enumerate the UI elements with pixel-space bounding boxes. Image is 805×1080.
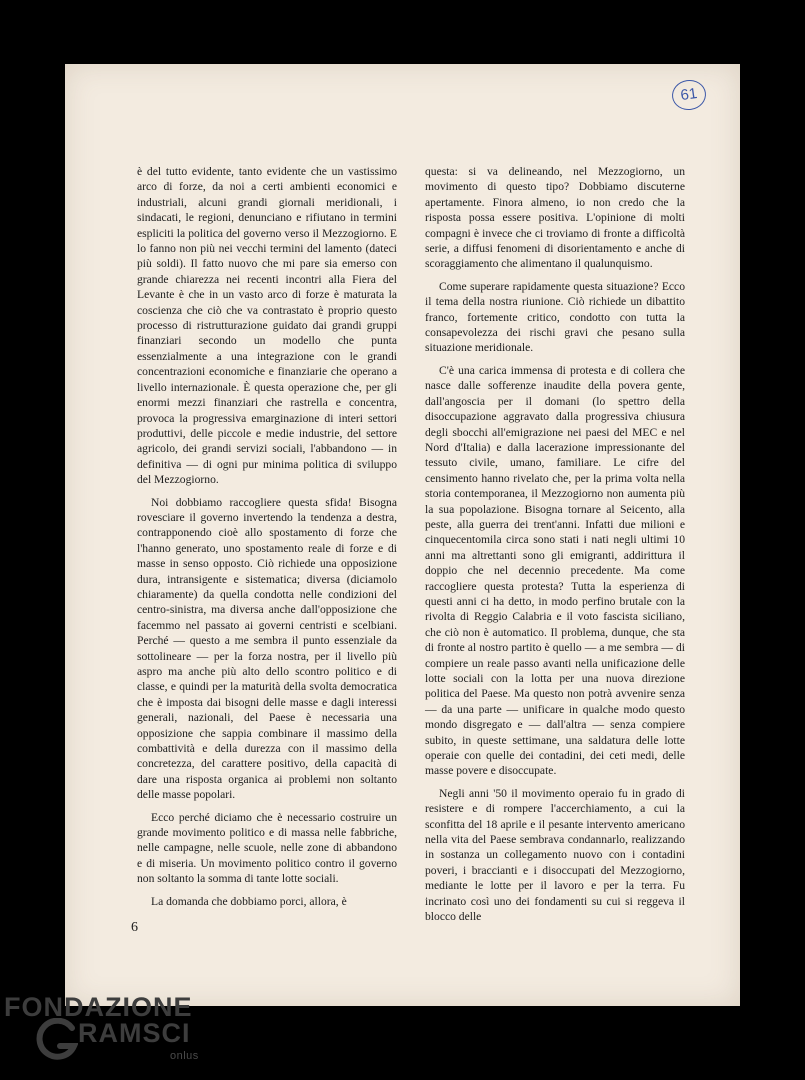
- paragraph: Ecco perché diciamo che è necessario costruire un grande movimento politico e di massa nelle fabbriche, nelle campagne, nelle scuole, nelle zone di abbandono e di miseria. Un movimento politico contro il governo non soltanto la somma di tante lotte sociali.: [137, 810, 397, 886]
- paragraph: La domanda che dobbiamo porci, allora, è: [151, 894, 347, 908]
- fondazione-gramsci-logo: [4, 992, 204, 1072]
- paragraph: questa: si va delineando, nel Mezzogiorno, un movimento di questo tipo? Dobbiamo discuterne apertamente. Finora almeno, io non credo che la risposta possa essere positiva. L'opinione di molti compagni è invece che ci troviamo di fronte a difficoltà serie, a diffusi fenomeni di disorientamento e anche di scoraggiamento che alimentano il qualunquismo.: [425, 165, 685, 271]
- paragraph: Come superare rapidamente questa situazione? Ecco il tema della nostra riunione. Ciò richiede un dibattito franco, fortemente critico, condotto con tutta la consapevolezza dei rischi gravi che pesano sulla situazione meridionale.: [425, 279, 685, 355]
- logo-line-1: FONDAZIONE: [4, 992, 193, 1022]
- paragraph: Negli anni '50 il movimento operaio fu in grado di resistere e di rompere l'accerchiamento, a cui la sconfitta del 18 aprile e il pesante intervento americano nella vita del Paese sembrava condannarlo, realizzando in sostanza un collegamento nuovo con i contadini poveri, i braccianti e i disoccupati del Mezzogiorno, mediante le lotte per il lavoro e per la terra. Fu incrinato così uno dei fondamenti su cui si reggeva il blocco delle: [425, 786, 685, 924]
- right-text-column: [425, 164, 685, 932]
- paragraph: è del tutto evidente, tanto evidente che un vastissimo arco di forze, da noi a certi ambienti economici e industriali, alcuni grandi giornali meridionali, i sindacati, le regioni, denunciano e rifiutano in termini espliciti la politica del governo verso il Mezzogiorno. E lo fanno non più nei vecchi termini del lamento (dateci più soldi). Il fatto nuovo che mi pare sia emerso con grande chiarezza nei recenti incontri alla Fiera del Levante è che in un vasto arco di forze è maturata la coscienza che ciò che va contrastato è proprio questo processo di ristrutturazione guidato dai grandi gruppi finanziari secondo un modello che punta essenzialmente a una integrazione con le grandi concentrazioni economiche e finanziarie che operano a livello internazionale. È questa operazione che, per gli enormi mezzi finanziari che rastrella e concentra, provoca la progressiva emarginazione di interi settori produttivi, delle piccole e medie industrie, del settore agricolo, dei grandi servizi sociali, l'abbandono — in definitiva — di ogni pur minima politica di sviluppo del Mezzogiorno.: [137, 165, 397, 487]
- left-text-column: [137, 164, 397, 916]
- archive-stamp: 61: [670, 78, 708, 112]
- page-number: 6: [131, 920, 138, 935]
- g-swirl-icon: [34, 1018, 78, 1062]
- logo-line-3: onlus: [170, 1050, 199, 1062]
- scanned-page: [65, 64, 740, 1006]
- paragraph: C'è una carica immensa di protesta e di collera che nasce dalle sofferenze inaudite della povera gente, dall'angoscia per il domani (lo spettro della disoccupazione aggravato dalla progressiva chiusura degli sbocchi all'emigrazione nei paesi del MEC e nel Nord d'Italia) e dalla lacerazione impressionante del tessuto civile, umano, familiare. Le cifre del censimento hanno rivelato che, per la prima volta nella storia contemporanea, il Mezzogiorno non aumenta più la sua popolazione. Bisogna tornare al Seicento, alla peste, alla guerra dei trent'anni. Infatti due milioni e cinquecentomila circa sono stati i nati negli ultimi 10 anni ma altrettanti sono gli emigranti, addirittura il doppio che nel decennio precedente. Ma come raccogliere questa protesta? Tutta la esperienza di questi anni ci ha detto, in modo perfino brutale con la rivolta di Reggio Calabria e il voto fascista siciliano, che ciò non è automatico. Il problema, dunque, che sta di fronte al nostro partito è quello — a me sembra — di compiere un reale passo avanti nella unificazione delle lotte sociali con la lotta per una nuova direzione politica del Paese. Ma questo non potrà avvenire senza — da una parte — unificare in qualche modo questo mondo disgregato e — dall'altra — senza compiere subito, in queste settimane, una saldatura delle lotte operaie con quelle dei contadini, dei ceti medi, delle masse povere e disoccupate.: [425, 363, 685, 778]
- paragraph: Noi dobbiamo raccogliere questa sfida! Bisogna rovesciare il governo invertendo la tendenza a destra, contrapponendo cioè allo spostamento di forze che l'hanno generato, uno spostamento reale di forze e di masse in senso opposto. Ciò richiede una opposizione dura, intransigente e sistematica; diversa (diciamolo chiaramente) da quella condotta nelle condizioni del centro-sinistra, ma diversa anche dall'opposizione che facemmo nel passato ai governi centristi e scelbiani. Perché — questo a me sembra il punto essenziale da sottolineare — per la forza nostra, per il livello più aspro ma anche più alto dello scontro politico e di classe, e quindi per la maturità della svolta democratica che è imposta dai bisogni delle masse e dagli interessi generali, nazionali, del Paese è necessaria una opposizione che sappia combinare il massimo della combattività e della durezza con il massimo della concretezza, del carattere positivo, della capacità di dare una risposta organica ai problemi non soltanto delle masse popolari.: [137, 495, 397, 802]
- logo-line-2: RAMSCI: [78, 1018, 191, 1048]
